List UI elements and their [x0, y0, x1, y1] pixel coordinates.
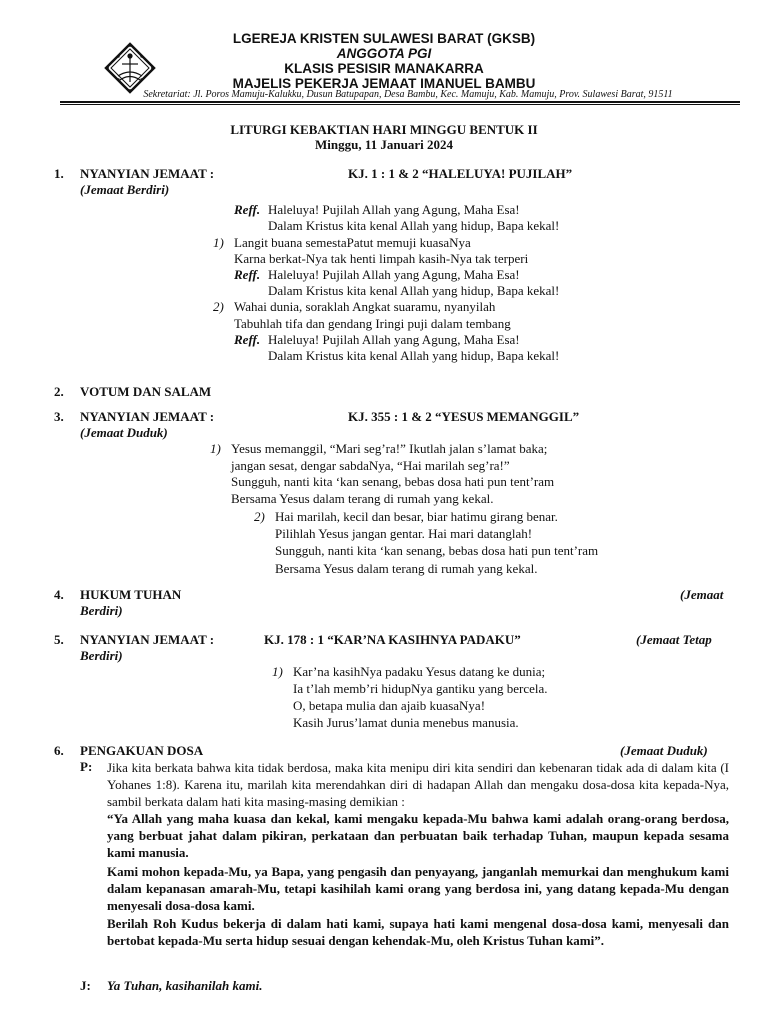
posture: (Jemaat Duduk): [80, 425, 168, 440]
prayer-paragraph: Berilah Roh Kudus bekerja di dalam hati kami, supaya hati kami mengenal dosa-dosa kami, menyesali dan bertobat kepada-Mu serta hidup sesuai dengan kehendak-Mu, oleh Kristus Tuhan kami”.: [107, 916, 729, 948]
hymn-title: KJ. 1 : 1 & 2 “HALELUYA! PUJILAH”: [348, 166, 573, 181]
posture: (Jemaat Berdiri): [80, 182, 170, 197]
speaker-p: P: [80, 759, 88, 774]
verse-line: Bersama Yesus dalam terang di rumah yang kekal.: [275, 561, 538, 576]
membership: ANGGOTA PGI: [336, 46, 432, 61]
speaker-j: J: [80, 978, 87, 993]
majelis-name: MAJELIS PEKERJA JEMAAT IMANUEL BAMBU: [232, 76, 536, 91]
item-label: VOTUM DAN SALAM: [80, 384, 212, 399]
item-number: 5.: [54, 632, 64, 647]
liturgy-date: Minggu, 11 Januari 2024: [315, 137, 453, 152]
verse-line: Sungguh, nanti kita ‘kan senang, bebas dosa hati pun tent’ram: [275, 543, 599, 558]
reff-line: Haleluya! Pujilah Allah yang Agung, Maha Esa!: [268, 202, 520, 217]
secretariat-address: Sekretariat: Jl. Poros Mamuju-Kalukku, Dusun Batupapan, Desa Bambu, Kec. Mamuju, Kab. Mamuju, Prov. Sulawesi Barat, 91511: [143, 89, 673, 100]
item-label: NYANYIAN JEMAAT :: [80, 409, 215, 424]
verse-line: Kasih Jurus’lamat dunia menebus manusia.: [293, 715, 519, 730]
reff-line: Dalam Kristus kita kenal Allah yang hidup, Bapa kekal!: [268, 283, 560, 298]
verse-line: Tabuhlah tifa dan gendang Iringi puji dalam tembang: [234, 316, 511, 331]
verse-number: 2): [213, 299, 224, 314]
verse-line: Ia t’lah memb’ri hidupNya gantiku yang bercela.: [293, 681, 548, 696]
hymn-title: KJ. 178 : 1 “KAR’NA KASIHNYA PADAKU”: [264, 632, 521, 647]
verse-number: 1): [272, 664, 283, 679]
item-number: 4.: [54, 587, 64, 602]
verse-line: Pilihlah Yesus jangan gentar. Hai mari datanglah!: [275, 526, 533, 541]
item-label: NYANYIAN JEMAAT :: [80, 166, 215, 181]
reff-line: Dalam Kristus kita kenal Allah yang hidup, Bapa kekal!: [268, 348, 560, 363]
congregation-response: Ya Tuhan, kasihanilah kami.: [107, 978, 263, 993]
posture: (Jemaat Duduk): [620, 743, 708, 758]
posture: (Jemaat Tetap: [636, 632, 712, 647]
posture-cont: Berdiri): [80, 603, 123, 618]
verse-line: Yesus memanggil, “Mari seg’ra!” Ikutlah jalan s’lamat baka;: [231, 441, 548, 456]
reff-line: Dalam Kristus kita kenal Allah yang hidup, Bapa kekal!: [268, 218, 560, 233]
header-divider-thin: [60, 104, 740, 105]
reff-label: Reff.: [234, 267, 261, 282]
posture: (Jemaat: [680, 587, 724, 602]
hymn-title: KJ. 355 : 1 & 2 “YESUS MEMANGGIL”: [348, 409, 580, 424]
church-name: LGEREJA KRISTEN SULAWESI BARAT (GKSB): [232, 31, 536, 46]
item-label: HUKUM TUHAN: [80, 587, 182, 602]
reff-label: Reff.: [234, 332, 261, 347]
verse-line: Bersama Yesus dalam terang di rumah yang kekal.: [231, 491, 494, 506]
posture-cont: Berdiri): [80, 648, 123, 663]
verse-line: jangan sesat, dengar sabdaNya, “Hai marilah seg’ra!”: [231, 458, 510, 473]
prayer-paragraph: Kami mohon kepada-Mu, ya Bapa, yang pengasih dan penyayang, janganlah memurkai dan menghukum kami dalam kepanasan amarah-Mu, tetapi kasihilah kami orang yang berdosa ini, yang datang kepada-Mu dengan menyesali dosa-dosa kami.: [107, 864, 729, 913]
header-divider: [60, 101, 740, 103]
item-number: 1.: [54, 166, 64, 181]
prayer-paragraph: “Ya Allah yang maha kuasa dan kekal, kami mengaku kepada-Mu bahwa kami adalah orang-orang berdosa, yang berbuat jahat dalam pikiran, perkataan dan perbuatan baik terhadap Tuhan, maupun kepada sesama kami manusia.: [107, 811, 729, 860]
verse-line: Hai marilah, kecil dan besar, biar hatimu girang benar.: [275, 509, 558, 524]
klasis-name: KLASIS PESISIR MANAKARRA: [284, 61, 484, 76]
verse-line: Sungguh, nanti kita ‘kan senang, bebas dosa hati pun tent’ram: [231, 474, 555, 489]
verse-line: Langit buana semestaPatut memuji kuasaNya: [234, 235, 471, 250]
verse-line: O, betapa mulia dan ajaib kuasaNya!: [293, 698, 486, 713]
verse-number: 1): [210, 441, 221, 456]
verse-number: 2): [254, 509, 265, 524]
verse-line: Wahai dunia, soraklah Angkat suaramu, nyanyilah: [234, 299, 496, 314]
item-number: 2.: [54, 384, 64, 399]
item-number: 3.: [54, 409, 64, 424]
verse-line: Kar’na kasihNya padaku Yesus datang ke dunia;: [293, 664, 546, 679]
item-label: PENGAKUAN DOSA: [80, 743, 204, 758]
item-label: NYANYIAN JEMAAT :: [80, 632, 215, 647]
liturgy-title: LITURGI KEBAKTIAN HARI MINGGU BENTUK II: [230, 122, 538, 137]
item-number: 6.: [54, 743, 64, 758]
speaker-label: J:: [80, 978, 91, 993]
reff-line: Haleluya! Pujilah Allah yang Agung, Maha Esa!: [268, 267, 520, 282]
speaker-label: P:: [80, 759, 93, 774]
verse-number: 1): [213, 235, 224, 250]
reff-line: Haleluya! Pujilah Allah yang Agung, Maha Esa!: [268, 332, 520, 347]
reff-label: Reff.: [234, 202, 261, 217]
verse-line: Karna berkat-Nya tak henti limpah kasih-Nya tak terperi: [234, 251, 529, 266]
pastor-text: Jika kita berkata bahwa kita tidak berdosa, maka kita menipu diri kita sendiri dan kebenaran tidak ada di dalam kita (I Yohanes 1:8). Karena itu, marilah kita merendahkan diri di hadapan Allah dan mengaku dosa-dosa kita kepada-Nya, sambil berkata dalam hati kita masing-masing demikian :: [107, 760, 729, 809]
